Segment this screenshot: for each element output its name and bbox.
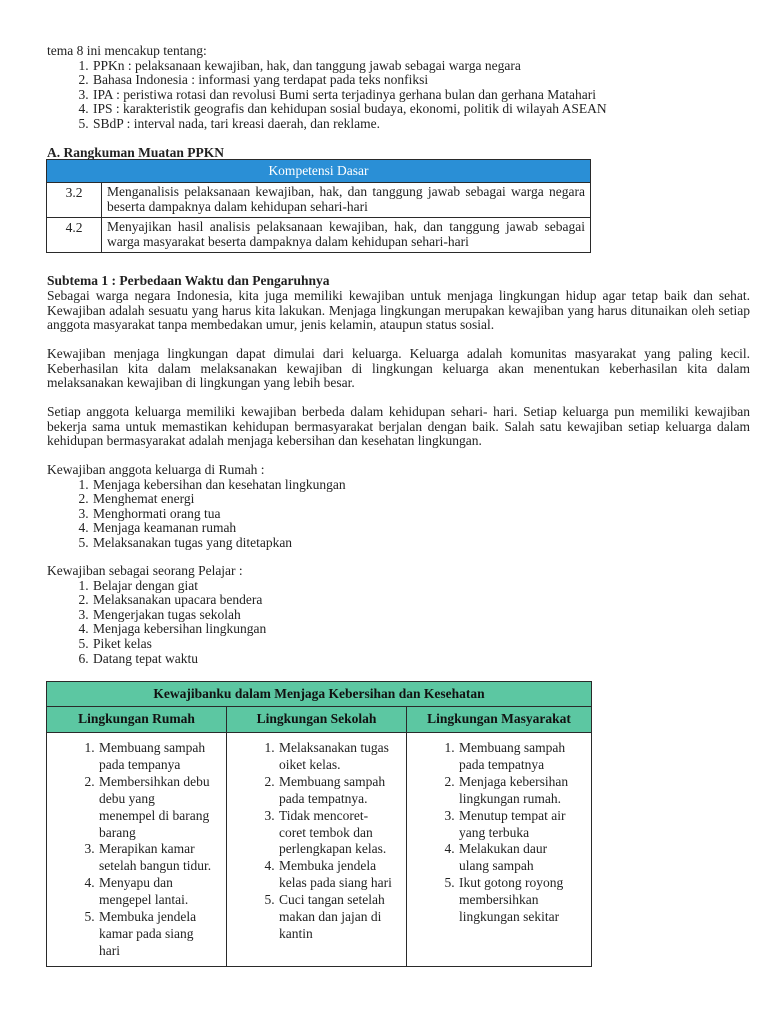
kd-number: 3.2 [47,183,102,218]
list-item: 3. Tidak mencoret-coret tembok dan perlengkapan kelas. [278,808,394,859]
list-item: 5. Membuka jendela kamar pada siang hari [98,909,214,960]
kd-table-header: Kompetensi Dasar [47,160,591,183]
list-item: 5. Ikut gotong royong membersihkan lingkungan sekitar [458,875,579,926]
list-item: 6. Datang tepat waktu [92,652,592,667]
pelajar-list-block [47,564,592,666]
column-header-sekolah: Lingkungan Sekolah [227,707,407,733]
paragraph: Sebagai warga negara Indonesia, kita juga memiliki kewajiban untuk menjaga lingkungan hidup agar tetap baik dan sehat. Kewajiban adalah sesuatu yang harus kita lakukan. Menjaga lingkungan merupakan kewajiban yang harus ditunaikan oleh setiap anggota masyarakat tanpa membedakan umur, jenis kelamin, ataupun status sosial. [47,288,750,333]
kewajiban-table-title: Kewajibanku dalam Menjaga Kebersihan dan Kesehatan [47,682,592,707]
kewajiban-table [46,681,592,967]
list-item: 3. Menghormati orang tua [92,507,592,522]
subtema-heading: Subtema 1 : Perbedaan Waktu dan Pengaruhnya [47,273,330,288]
list-item: 5. Piket kelas [92,637,592,652]
list-item: 4. Melakukan daur ulang sampah [458,841,579,875]
intro-block [47,44,707,132]
intro-list [47,59,707,132]
kompetensi-dasar-table [46,159,591,253]
table-row [47,183,591,218]
list-item: 3. Mengerjakan tugas sekolah [92,608,592,623]
list-item: 4. IPS : karakteristik geografis dan kehidupan sosial budaya, ekonomi, politik di wilayah ASEAN [92,102,707,117]
kd-text: Menganalisis pelaksanaan kewajiban, hak, dan tanggung jawab sebagai warga negara beserta dampaknya dalam kehidupan sehari-hari [102,183,591,218]
list-item: 3. Merapikan kamar setelah bangun tidur. [98,841,214,875]
kd-text: Menyajikan hasil analisis pelaksanaan kewajiban, hak, dan tanggung jawab sebagai warga masyarakat beserta dampaknya dalam kehidupan sehari-hari [102,218,591,253]
cell-rumah [47,740,227,966]
cell-sekolah [227,740,407,966]
paragraph: Setiap anggota keluarga memiliki kewajiban berbeda dalam kehidupan sehari- hari. Setiap keluarga pun memiliki kewajiban bekerja sama untuk memastikan kehidupan bermasyarakat berjalan dengan baik. Salah satu kewajiban setiap keluarga dalam kehidupan bermasyarakat adalah menjaga kebersihan dan kesehatan lingkungan. [47,404,750,449]
list-item: 3. Menutup tempat air yang terbuka [458,808,579,842]
list-item: 2. Menghemat energi [92,492,592,507]
section-a-heading: A. Rangkuman Muatan PPKN [47,145,225,160]
list-item: 3. IPA : peristiwa rotasi dan revolusi Bumi serta terjadinya gerhana bulan dan gerhana Matahari [92,88,707,103]
list-item: 1. Menjaga kebersihan dan kesehatan lingkungan [92,478,592,493]
list-item: 5. SBdP : interval nada, tari kreasi daerah, dan reklame. [92,117,707,132]
list-item: 1. Membuang sampah pada tempatnya [458,740,579,774]
cell-masyarakat [407,740,592,966]
list-item: 5. Cuci tangan setelah makan dan jajan di kantin [278,892,394,943]
list-item: 2. Menjaga kebersihan lingkungan rumah. [458,774,579,808]
list-item: 4. Menjaga kebersihan lingkungan [92,622,592,637]
list-item: 1. Membuang sampah pada tempanya [98,740,214,774]
list-item: 4. Menjaga keamanan rumah [92,521,592,536]
list-item: 1. PPKn : pelaksanaan kewajiban, hak, dan tanggung jawab sebagai warga negara [92,59,707,74]
list-item: 2. Melaksanakan upacara bendera [92,593,592,608]
rumah-list-block [47,463,592,551]
table-row [47,740,592,966]
list-item: 2. Membuang sampah pada tempatnya. [278,774,394,808]
rumah-list [47,478,592,551]
kd-number: 4.2 [47,218,102,253]
intro-lead: tema 8 ini mencakup tentang: [47,43,207,58]
list-item: 2. Membersihkan debu debu yang menempel di barang barang [98,774,214,842]
list-item: 4. Membuka jendela kelas pada siang hari [278,858,394,892]
pelajar-list [47,579,592,667]
rumah-list-lead: Kewajiban anggota keluarga di Rumah : [47,462,265,477]
column-header-rumah: Lingkungan Rumah [47,707,227,733]
list-item: 1. Belajar dengan giat [92,579,592,594]
list-item: 5. Melaksanakan tugas yang ditetapkan [92,536,592,551]
pelajar-list-lead: Kewajiban sebagai seorang Pelajar : [47,563,243,578]
table-row [47,218,591,253]
list-item: 2. Bahasa Indonesia : informasi yang terdapat pada teks nonfiksi [92,73,707,88]
list-item: 1. Melaksanakan tugas oiket kelas. [278,740,394,774]
column-header-masyarakat: Lingkungan Masyarakat [407,707,592,733]
paragraph: Kewajiban menjaga lingkungan dapat dimulai dari keluarga. Keluarga adalah komunitas masyarakat yang paling kecil. Keberhasilan kita dalam melaksanakan kewajiban di lingkungan keluarga akan menentukan keberhasilan kita dalam melaksanakan kewajiban di lingkungan yang lebih besar. [47,346,750,391]
list-item: 4. Menyapu dan mengepel lantai. [98,875,214,909]
